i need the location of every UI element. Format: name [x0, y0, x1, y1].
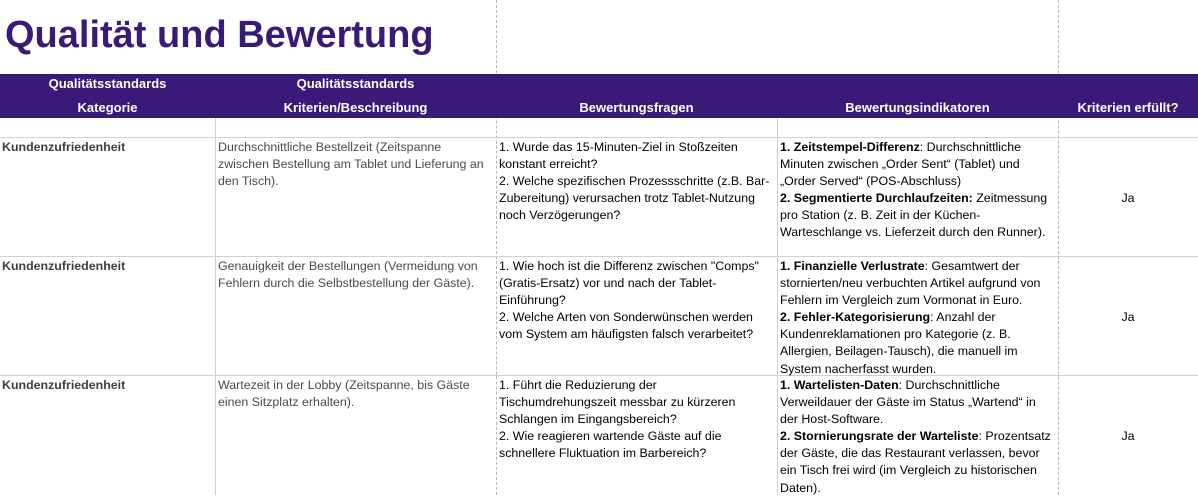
indicator-2-label: 2. Segmentierte Durchlaufzeiten: [780, 191, 973, 206]
indicator-2 [780, 428, 1056, 496]
indicator-2-text: : Anzahl der Kundenreklamationen pro Kategorie (z. B. Allergien, Beilagen-Tausch), die manuell im System nacherfasst wurden. [780, 310, 1018, 376]
page-title: Qualität und Bewertung [5, 14, 434, 56]
indicator-1 [780, 258, 1056, 309]
indicator-1 [780, 377, 1056, 428]
questions-cell [499, 258, 775, 343]
criterion-cell: Wartezeit in der Lobby (Zeitspanne, bis Gäste einen Sitzplatz erhalten). [218, 378, 470, 410]
row-divider [0, 256, 1198, 257]
indicators-cell [780, 139, 1056, 242]
indicator-2 [780, 190, 1056, 241]
fulfilled-cell: Ja [1121, 310, 1135, 324]
question-2: 2. Welche Arten von Sonderwünschen werden vom System am häufigsten falsch verarbeitet? [499, 310, 754, 342]
indicator-1-label: 1. Zeitstempel-Differenz [780, 140, 920, 154]
indicator-2 [780, 309, 1056, 377]
indicator-1-text: : Gesamtwert der stornierten/neu verbuchten Artikel aufgrund von Fehlern im Vergleich zum Vormonat in Euro. [780, 259, 1041, 308]
criterion-cell: Genauigkeit der Bestellungen (Vermeidung von Fehlern durch die Selbstbestellung der Gäste). [218, 259, 478, 291]
header-col5: Kriterien erfüllt? [1077, 100, 1179, 115]
header-col2-line1: Qualitätsstandards [296, 76, 415, 91]
category-cell: Kundenzufriedenheit [2, 259, 126, 273]
indicator-1-label: 1. Wartelisten-Daten [780, 378, 899, 392]
indicator-1-label: 1. Finanzielle Verlustrate [780, 259, 925, 273]
indicator-1 [780, 139, 1056, 190]
indicator-2-text: Zeitmessung pro Station (z. B. Zeit in der Küchen-Warteschlange vs. Lieferzeit durch den Runner). [780, 191, 1048, 240]
header-col1-line1: Qualitätsstandards [48, 76, 167, 91]
question-1: 1. Führt die Reduzierung der Tischumdrehungszeit messbar zu kürzeren Schlangen im Eingangsbereich? [499, 378, 736, 427]
indicator-2-label: 2. Fehler-Kategorisierung [780, 310, 931, 325]
indicators-cell [780, 258, 1056, 378]
question-1: 1. Wie hoch ist die Differenz zwischen "Comps" (Gratis-Ersatz) vor und nach der Tablet-Einführung? [499, 259, 759, 308]
header-col4: Bewertungsindikatoren [845, 100, 990, 115]
question-2: 2. Wie reagieren wartende Gäste auf die schnellere Fluktuation im Barbereich? [499, 429, 722, 461]
criterion-cell: Durchschnittliche Bestellzeit (Zeitspanne zwischen Bestellung am Tablet und Lieferung an den Tisch). [218, 140, 484, 189]
column-divider [777, 118, 778, 495]
indicator-2-text: : Prozentsatz der Gäste, die das Restaurant verlassen, bevor ein Tisch frei wird (im Vergleich zu historischen Daten). [780, 429, 1051, 495]
header-col3: Bewertungsfragen [579, 100, 694, 115]
questions-cell [499, 139, 775, 224]
indicator-1-text: : Durchschnittliche Verweildauer der Gäste im Status „Wartend“ in der Host-Software. [780, 378, 1036, 427]
indicators-cell [780, 377, 1056, 497]
header-col2-line2: Kriterien/Beschreibung [283, 100, 428, 115]
fulfilled-cell: Ja [1121, 191, 1135, 205]
column-divider [215, 118, 216, 495]
questions-cell [499, 377, 775, 462]
question-1: 1. Wurde das 15-Minuten-Ziel in Stoßzeiten konstant erreicht? [499, 140, 738, 172]
table-header [0, 74, 1198, 118]
question-2: 2. Welche spezifischen Prozessschritte (z.B. Bar-Zubereitung) verursachen trotz Tablet-Nutzung noch Verzögerungen? [499, 174, 770, 223]
category-cell: Kundenzufriedenheit [2, 140, 126, 154]
category-cell: Kundenzufriedenheit [2, 378, 126, 392]
indicator-2-label: 2. Stornierungsrate der Warteliste [780, 429, 979, 444]
header-col1-line2: Kategorie [77, 100, 138, 115]
row-divider [0, 137, 1198, 138]
indicator-1-text: : Durchschnittliche Minuten zwischen „Order Sent“ (Tablet) und „Order Served“ (POS-Abschluss) [780, 140, 1022, 189]
fulfilled-cell: Ja [1121, 429, 1135, 443]
